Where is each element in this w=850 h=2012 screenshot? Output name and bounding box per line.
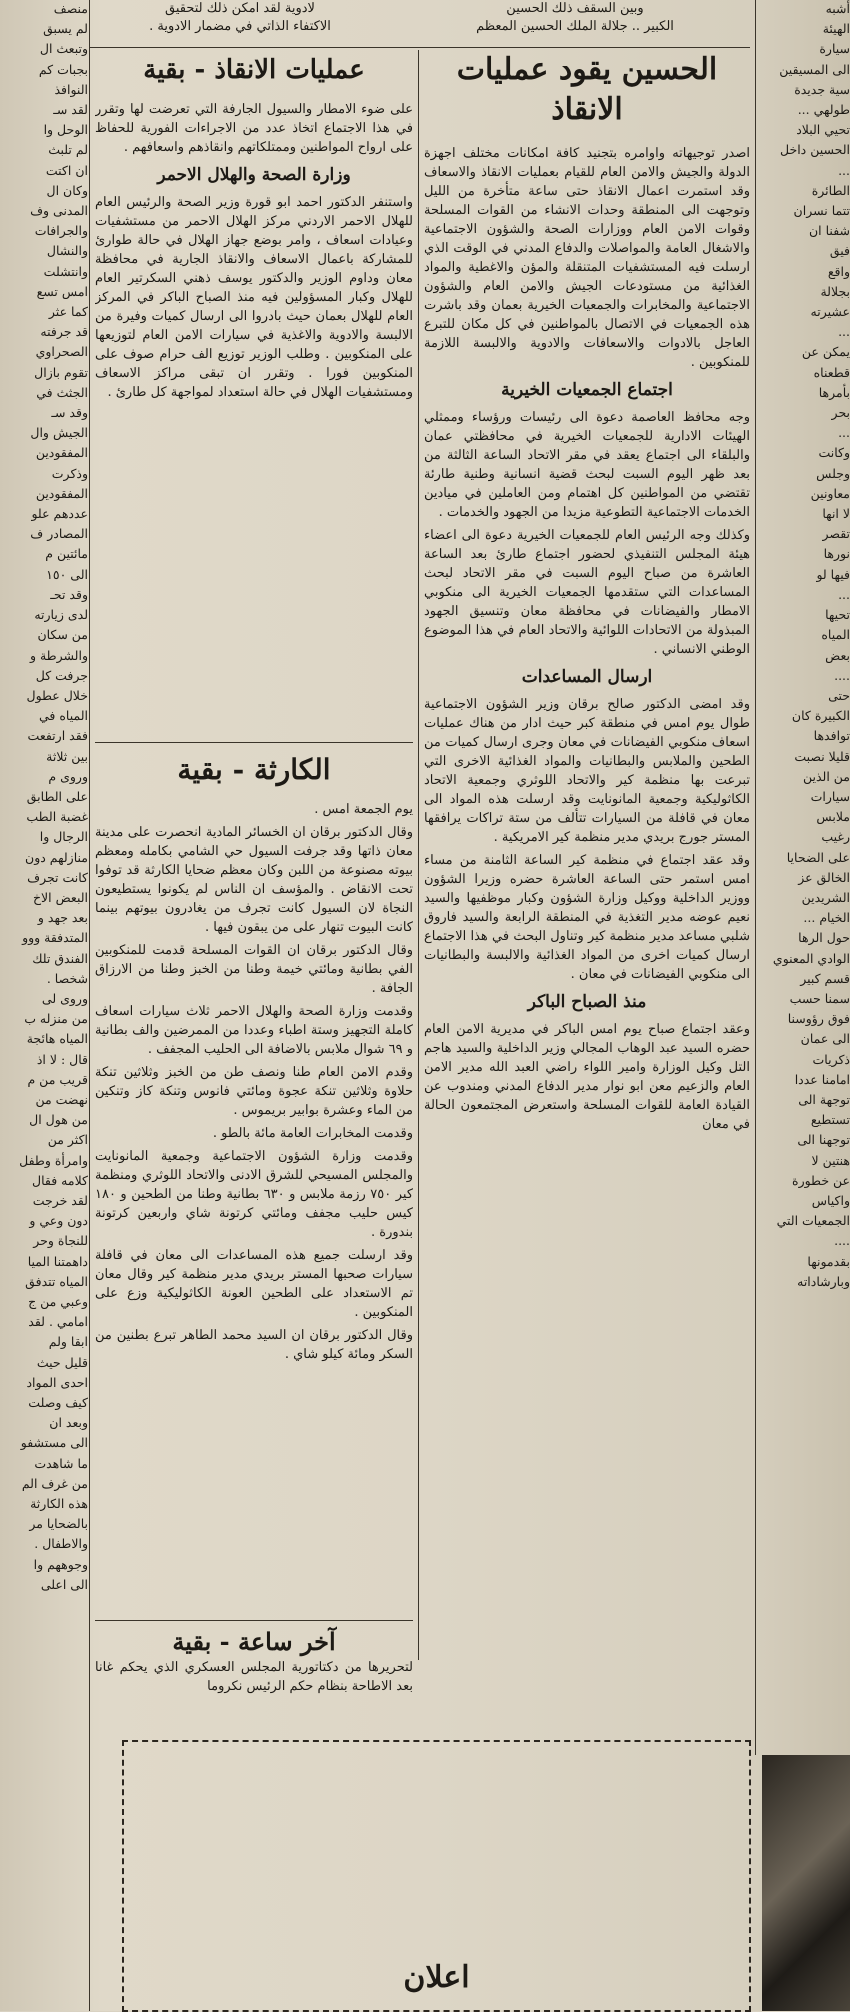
fragment-line: لم يسبق: [43, 21, 88, 37]
fragment-line: تقوم بازال: [34, 364, 88, 380]
fragment-line: هذه الكارثة: [30, 1496, 88, 1512]
fragment-line: الطائرة: [811, 182, 850, 198]
fragment-line: توجهة الى: [798, 1091, 850, 1107]
fragment-line: تستطيع: [810, 1112, 850, 1128]
fragment-line: وامرأة وطفل: [19, 1152, 88, 1168]
fragment-line: رغيب: [821, 829, 850, 845]
fragment-line: منصف: [53, 1, 88, 16]
fragment-line: وانتشلت: [43, 263, 88, 279]
left-fragment-column: [0, 0, 88, 2011]
fragment-line: لقد خرجت: [32, 1192, 88, 1208]
relief-article: [95, 50, 413, 740]
disaster-paragraph: يوم الجمعة امس .: [314, 802, 413, 817]
fragment-line: بين ثلاثة: [46, 748, 88, 764]
fragment-line: عددهم علو: [31, 506, 88, 522]
fragment-line: امامنا عددا: [794, 1071, 850, 1087]
fragment-line: يمكن عن: [801, 344, 850, 360]
fragment-line: نورها: [823, 546, 850, 562]
fragment-line: قال : لا اذ: [36, 1051, 88, 1067]
fragment-line: الهيئة: [822, 21, 850, 37]
fragment-line: الى مستشفو: [20, 1435, 88, 1451]
fragment-line: دون وعي و: [29, 1213, 88, 1229]
fragment-line: عن خطورة: [792, 1172, 850, 1188]
fragment-line: وكان ال: [46, 182, 88, 198]
fragment-line: اكثر من: [47, 1132, 88, 1148]
fragment-line: ذكريات: [812, 1051, 850, 1067]
fragment-line: على الطابق: [26, 788, 88, 804]
fragment-line: ....: [834, 1233, 850, 1249]
fragment-line: وروى لى: [41, 990, 88, 1006]
fragment-line: واقع: [827, 263, 850, 279]
fragment-line: الصحراوي: [35, 344, 88, 360]
disaster-paragraph: وقد ارسلت جميع هذه المساعدات الى معان في قافلة سيارات صحبها المستر بريدي مدير منظمة كير وقال معان تم الاستعداد على الطحين العونة الكاثوليكية وزع على المنكوبين .: [95, 1248, 413, 1320]
fragment-line: امامي . لقد: [28, 1314, 88, 1330]
fragment-line: حتى: [828, 687, 850, 703]
fragment-line: الشريدين: [801, 889, 850, 905]
fragment-line: خلال عطول: [26, 687, 88, 703]
fragment-line: تحيها: [825, 607, 850, 623]
fragment-line: والجرافات: [34, 223, 88, 239]
fragment-line: فوق رؤوسنا: [787, 1011, 850, 1027]
fragment-line: بحر: [831, 405, 850, 421]
fragment-line: قطعناه: [813, 364, 850, 380]
column-rule: [89, 0, 90, 2011]
top-strip-left: [95, 0, 385, 44]
main-article: [424, 50, 750, 1655]
disaster-paragraph: وقال الدكتور برقان ان السيد محمد الطاهر تبرع بطنين من السكر ومائة كيلو شاي .: [95, 1328, 413, 1362]
fragment-line: ابقا ولم: [48, 1334, 88, 1350]
fragment-line: بالضحايا مر: [29, 1516, 88, 1532]
article-rule: [95, 1620, 413, 1621]
fragment-line: المتدفقة ووو: [22, 930, 88, 946]
last-hour-paragraph: لتحريرها من دكتاتورية المجلس العسكري الذي يحكم غانا بعد الاطاحة بنظام حكم الرئيس نكروما: [95, 1660, 413, 1694]
fragment-line: قريب من م: [27, 1071, 88, 1087]
main-article-paragraph: وقد امضى الدكتور صالح برقان وزير الشؤون الاجتماعية طوال يوم امس في منطقة كبر حيث ادار من هناك عمليات اسعاف منكوبي الفيضانات في معان وجرى ارسال كميات من الطحين والملابس والبطانيات والمواد الغذائية الاخرى التي تبرعت بها منظمة كير والاتحاد اللوثري وجمعية الاتحاد الكاثوليكية وجمعية المانونايت وقد ارسلت هذه المواد الى معان في قافلة من السيارات تتألف من ستة تراكات يرافقها المستر جورج بريدي مدير منظمة كير الامريكية .: [424, 697, 750, 845]
right-fragment-column: [760, 0, 850, 1960]
fragment-line: ....: [834, 667, 850, 683]
main-article-paragraph: وجه محافظ العاصمة دعوة الى رئيسات ورؤساء وممثلي الهيئات الادارية للجمعيات الخيرية في محافظتي عمان والبلقاء الى اجتماع يعقد في مقر الاتحاد الساعة الثالثة من بعد ظهر اليوم السبت لبحث قضية انسانية وطنية طارئة تقتضي من المواطنين كل اهتمام ومن العاملين في ميادين الخدمات الاجتماعية التطوعية مزيدا من الجهود والخدمات .: [424, 410, 750, 520]
fragment-line: وجوههم وا: [33, 1556, 88, 1572]
relief-headline: عمليات الانقاذ - بقية: [143, 55, 365, 85]
disaster-paragraph: وقدمت وزارة الشؤون الاجتماعية وجمعية المانونايت والمجلس المسيحي للشرق الادنى والاتحاد اللوثري ومنظمة كير ٧٥٠ رزمة ملابس و ٦٣٠ بطانية وطنا من الطحين و ١٨٠ كيس حليب مجفف ومائتي كرتونة شاي واربعين كرتونة بندورة .: [95, 1149, 413, 1240]
fragment-line: بقدمونها: [807, 1253, 850, 1269]
fragment-line: المياه في: [38, 708, 88, 724]
fragment-line: ...: [838, 324, 850, 340]
fragment-line: على الضحايا: [786, 849, 850, 865]
top-strip-rule: [90, 47, 750, 48]
fragment-line: الوادي المعنوي: [772, 950, 850, 966]
fragment-line: المصادر ف: [30, 526, 88, 542]
disaster-headline: الكارثة - بقية: [177, 753, 331, 786]
fragment-line: سمنا حسب: [789, 990, 850, 1006]
fragment-line: من هول ال: [29, 1112, 88, 1128]
section-title-aid: ارسال المساعدات: [521, 667, 653, 687]
fragment-line: والنشال: [46, 243, 88, 259]
fragment-line: الجثث في: [36, 384, 88, 400]
main-article-paragraph: اصدر توجيهاته واوامره بتجنيد كافة امكانات مختلف اجهزة الدولة والجيش والامن العام للقيام بعمليات الانقاذ والاسعاف وقد استمرت اعمال الانقاذ حتى ساعة متأخرة من الليل وتوجهت الى المنطقة وحدات الانشاء من القوات المسلحة وقوات الامن العام ووزارات الصحة والشؤون الاجتماعية والاشغال العامة والمواصلات والدفاع المدني في الوقت الذي ارسلت فيه المستشفيات المتنقلة والمؤن والاغطية والمواد الغذائية من مستودعات الجيش والامن العام والشؤون الاجتماعية والمخابرات والجمعيات الخيرية بعمان وقد باشرت هذه الجمعيات في الاتصال بالمواطنين في كل مكان للتبرع العاجل بالادوات والاسعافات والادوية والالبسة اللازمة للمنكوبين .: [424, 146, 750, 370]
fragment-line: فيق: [829, 243, 850, 259]
fragment-line: منازلهم دون: [25, 849, 88, 865]
fragment-line: الخالق عز: [798, 869, 850, 885]
top-strip-line: الاكتفاء الذاتي في مضمار الادوية .: [149, 19, 331, 34]
fragment-line: ملابس: [816, 809, 850, 825]
fragment-line: سية جديدة: [794, 81, 850, 97]
fragment-line: للنجاة وحر: [33, 1233, 88, 1249]
fragment-line: الكبيرة كان: [791, 708, 850, 724]
fragment-line: والشرطة و: [29, 647, 88, 663]
fragment-line: ...: [838, 425, 850, 441]
column-rule: [755, 0, 756, 1755]
fragment-line: كانت تجرف: [27, 869, 88, 885]
fragment-line: معاونين: [810, 485, 850, 501]
fragment-line: وبعد ان: [49, 1415, 88, 1431]
fragment-line: بأمرها: [818, 384, 850, 400]
fragment-line: الخيام ...: [803, 910, 850, 926]
fragment-line: لا انها: [822, 506, 850, 522]
fragment-line: المياه: [821, 627, 850, 643]
fragment-line: تحيي البلاد: [796, 122, 850, 138]
last-hour-headline: آخر ساعة - بقية: [172, 1627, 336, 1656]
fragment-line: من منزله ب: [24, 1011, 88, 1027]
fragment-line: وجلس: [816, 465, 850, 481]
disaster-paragraph: وقال الدكتور برقان ان القوات المسلحة قدمت للمنكوبين الفي بطانية ومائتي خيمة وطنا من الخبز وطنا من الارزاق الجافة .: [95, 943, 413, 996]
last-hour-article: [95, 1626, 413, 1722]
fragment-line: بجبات كم: [38, 61, 88, 77]
fragment-line: الى عمان: [800, 1031, 850, 1047]
fragment-line: المياه تتدفق: [25, 1273, 88, 1289]
disaster-paragraph: وقدم الامن العام طنا ونصف طن من الخبز وثلاثين تنكة حلاوة وثلاثين تنكة عجوة ومائتي فانوس وتنكة كاز وتنكين من الماء وعشرة بوابير بريموس .: [95, 1065, 413, 1118]
fragment-line: وروى م: [48, 768, 88, 784]
fragment-line: من سكان: [37, 627, 88, 643]
fragment-line: النوافذ: [54, 81, 88, 97]
fragment-line: سيارة: [819, 41, 850, 57]
relief-paragraph: على ضوء الامطار والسيول الجارفة التي تعرضت لها وتقرر في هذا الاجتماع اتخاذ عدد من الاجراءات الفورية للحفاظ على ارواح المواطنين وممتلكاتهم وانقاذهم واسعافهم .: [95, 102, 413, 155]
fragment-line: لم تلبث: [48, 142, 88, 158]
disaster-paragraph: وقال الدكتور برقان ان الخسائر المادية انحصرت على مدينة معان ذاتها وقد جرفت السيول حي الشامي بكامله ومعظم بيوته مصنوعة من اللبن وكان معظم ضحايا الكارثة قد توفوا تحت الانقاض . والمؤسف ان الناس لم يكونوا يستطيعون النجاة لان السيول كانت تجرف من يغادرون بيوتهم بينما كانت البيوت تنهار على من يبقون فيها .: [95, 825, 413, 935]
top-strip-right: [405, 0, 745, 44]
disaster-paragraph: وقدمت وزارة الصحة والهلال الاحمر ثلاث سيارات اسعاف كاملة التجهيز وستة اطباء وعددا من الممرضين والف بطانية و ٦٩ شوال ملابس بالاضافة الى الحليب المجفف .: [95, 1004, 413, 1057]
fragment-line: نهضت من: [35, 1091, 88, 1107]
fragment-line: عشيرته: [810, 304, 850, 320]
fragment-line: وذكرت: [51, 465, 88, 481]
fragment-line: الرجال وا: [39, 829, 88, 845]
fragment-line: البعض الاخ: [32, 889, 88, 905]
fragment-line: الجمعيات التي: [776, 1213, 850, 1229]
main-article-paragraph: وكذلك وجه الرئيس العام للجمعيات الخيرية دعوة الى اعضاء هيئة المجلس التنفيذي لحضور اجتماع طارئ بعد الساعة العاشرة من صباح اليوم السبت في مقر الاتحاد لبحث المساعدات التي ستقدمها الجمعيات الخيرية الى منكوبي الامطار والفيضانات في محافظة معان وتنسيق الجهود المبذولة من الاتحادات اللوائية والاتحاد العام في هذا الموضوع الوطني الانساني .: [424, 528, 750, 657]
fragment-line: لدى زيارته: [34, 607, 88, 623]
fragment-line: من غرف الم: [21, 1475, 88, 1491]
fragment-line: المفقودين: [35, 485, 88, 501]
fragment-line: الفندق تلك: [32, 950, 88, 966]
section-title-charities: اجتماع الجمعيات الخيرية: [501, 380, 673, 400]
fragment-line: وقد تحـ: [50, 586, 88, 602]
fragment-line: غضبة الطب: [26, 809, 88, 825]
fragment-line: حول الرها: [798, 930, 850, 946]
main-article-paragraph: وعقد اجتماع صباح يوم امس الباكر في مديرية الامن العام حضره السيد عبد الوهاب المجالي وزير الداخلية والسيد هاجم التل وكيل الوزارة وامير اللواء راضي العبد الله مدير الامن العام والزعيم معن ابو نوار مدير الدفاع المدني ومندوب عن القيادة العامة للقوات المسلحة واستعرض المجتمعون الحالة في معان: [424, 1022, 750, 1132]
top-strip-line: الكبير .. جلالة الملك الحسين المعظم: [476, 19, 674, 34]
fragment-line: ما شاهدت: [34, 1455, 88, 1471]
top-strip-line: وبين السقف ذلك الحسين: [506, 1, 644, 16]
fragment-line: المدنى وف: [30, 203, 88, 219]
fragment-line: المفقودين: [35, 445, 88, 461]
fragment-line: جرفت كل: [35, 667, 88, 683]
fragment-line: توافدها: [813, 728, 850, 744]
fragment-line: توجهنا الى: [797, 1132, 850, 1148]
fragment-line: من الذين: [802, 768, 850, 784]
disaster-article: [95, 750, 413, 1618]
advertisement-title: اعلان: [403, 1960, 470, 1995]
fragment-line: الى اعلى: [40, 1576, 88, 1592]
fragment-line: بعد جهد و: [37, 910, 88, 926]
fragment-line: لقد سـ: [53, 102, 88, 118]
fragment-line: شخصا .: [46, 970, 88, 986]
fragment-line: ...: [838, 586, 850, 602]
fragment-line: واكياس: [811, 1192, 850, 1208]
fragment-line: قليل حيث: [36, 1354, 88, 1370]
fragment-line: احدى المواد: [26, 1374, 88, 1390]
disaster-paragraph: وقدمت المخابرات العامة مائة بالطو .: [212, 1126, 413, 1141]
fragment-line: والاطفال .: [34, 1536, 88, 1552]
fragment-line: قد جرفته: [40, 324, 88, 340]
fragment-line: داهمتنا الميا: [27, 1253, 88, 1269]
section-title-health: وزارة الصحة والهلال الاحمر: [157, 165, 351, 185]
fragment-line: كلامه فقال: [32, 1172, 88, 1188]
fragment-line: قسم كبير: [800, 970, 850, 986]
main-article-paragraph: وقد عقد اجتماع في منظمة كير الساعة الثامنة من مساء امس استمر حتى الساعة العاشرة حضره وزيرا الشؤون ووزير الداخلية ووكيل وزارة الشؤون وكبار موظفيها والسيد نعيم عوضه مدير التغذية في المنطقة الرابعة والسيد فاروق شلبي مساعد مدير منظمة كير وتناول البحث في هذا الاجتماع ارسال كميات اخرى من المواد الغذائية والالبسة والبطانيات الى منكوبي الفيضانات في معان .: [424, 853, 750, 982]
fragment-line: تتما نسران: [793, 203, 850, 219]
fragment-line: الى المسيقين: [779, 61, 850, 77]
section-title-early-morning: منذ الصباح الباكر: [527, 992, 647, 1012]
top-strip-line: لادوية لقد امكن ذلك لتحقيق: [165, 1, 315, 16]
fragment-line: طولهي ...: [797, 102, 850, 118]
fragment-line: الجيش وال: [30, 425, 88, 441]
fragment-line: الى ١٥٠: [46, 566, 88, 582]
fragment-line: سيارات: [810, 788, 850, 804]
fragment-line: فقد ارتفعت: [27, 728, 88, 744]
fragment-line: بجلالة: [820, 283, 850, 299]
fragment-line: الوحل وا: [43, 122, 88, 138]
fragment-line: كما عثر: [48, 304, 88, 320]
portrait-photo: [762, 1755, 850, 2011]
main-headline: الحسين يقود عمليات الانقاذ: [456, 52, 718, 127]
fragment-line: وعبي من ج: [28, 1294, 88, 1309]
fragment-line: وبارشاداته: [797, 1273, 850, 1289]
fragment-line: وقد سـ: [51, 405, 88, 421]
fragment-line: وكانت: [818, 445, 850, 461]
fragment-line: ...: [838, 162, 850, 178]
fragment-line: قليلا نصبت: [794, 748, 850, 764]
fragment-line: امس تسع: [36, 283, 88, 299]
fragment-line: بعض: [825, 647, 850, 663]
fragment-line: أشبه: [825, 1, 850, 16]
fragment-line: ان اكتت: [45, 162, 88, 178]
article-rule: [95, 742, 413, 743]
fragment-line: الحسين داخل: [780, 142, 850, 158]
fragment-line: فيها لو: [816, 566, 850, 582]
fragment-line: مائتين م: [45, 546, 88, 562]
relief-paragraph: واستنفر الدكتور احمد ابو قورة وزير الصحة والرئيس العام للهلال الاحمر الاردني مركز الهلال الاحمر من مستشفيات وعيادات اسعاف ، وامر بوضع جهاز الهلال في حالة طوارئ للمشاركة باعمال الاسعاف والانقاذ الجارية في محافظة معان وداوم الوزير والدكتور يوسف ذهني السكرتير العام للهلال وكبار المسؤولين فيه منذ الصباح الباكر في المركز العام للهلال بعمان حيث بادروا الى ارسال كميات وفيرة من الالبسة والادوية والاغذية في سيارات الامن العام لتوزيعها على المنكوبين . وطلب الوزير توزيع الف حرام صوف على المنكوبين فورا . وتقرر ان تبقى مراكز الاسعاف ومستشفيات الهلال في حالة استعداد لمواجهة كل طارئ .: [95, 195, 413, 400]
column-rule: [418, 50, 419, 1660]
fragment-line: هنتين لا: [811, 1152, 850, 1168]
fragment-line: وتبعث ال: [39, 41, 88, 57]
fragment-line: شفنا ان: [808, 223, 850, 239]
fragment-line: كيف وصلت: [28, 1395, 88, 1411]
fragment-line: تقصر: [822, 526, 850, 542]
fragment-line: المياه هائجة: [26, 1031, 88, 1047]
